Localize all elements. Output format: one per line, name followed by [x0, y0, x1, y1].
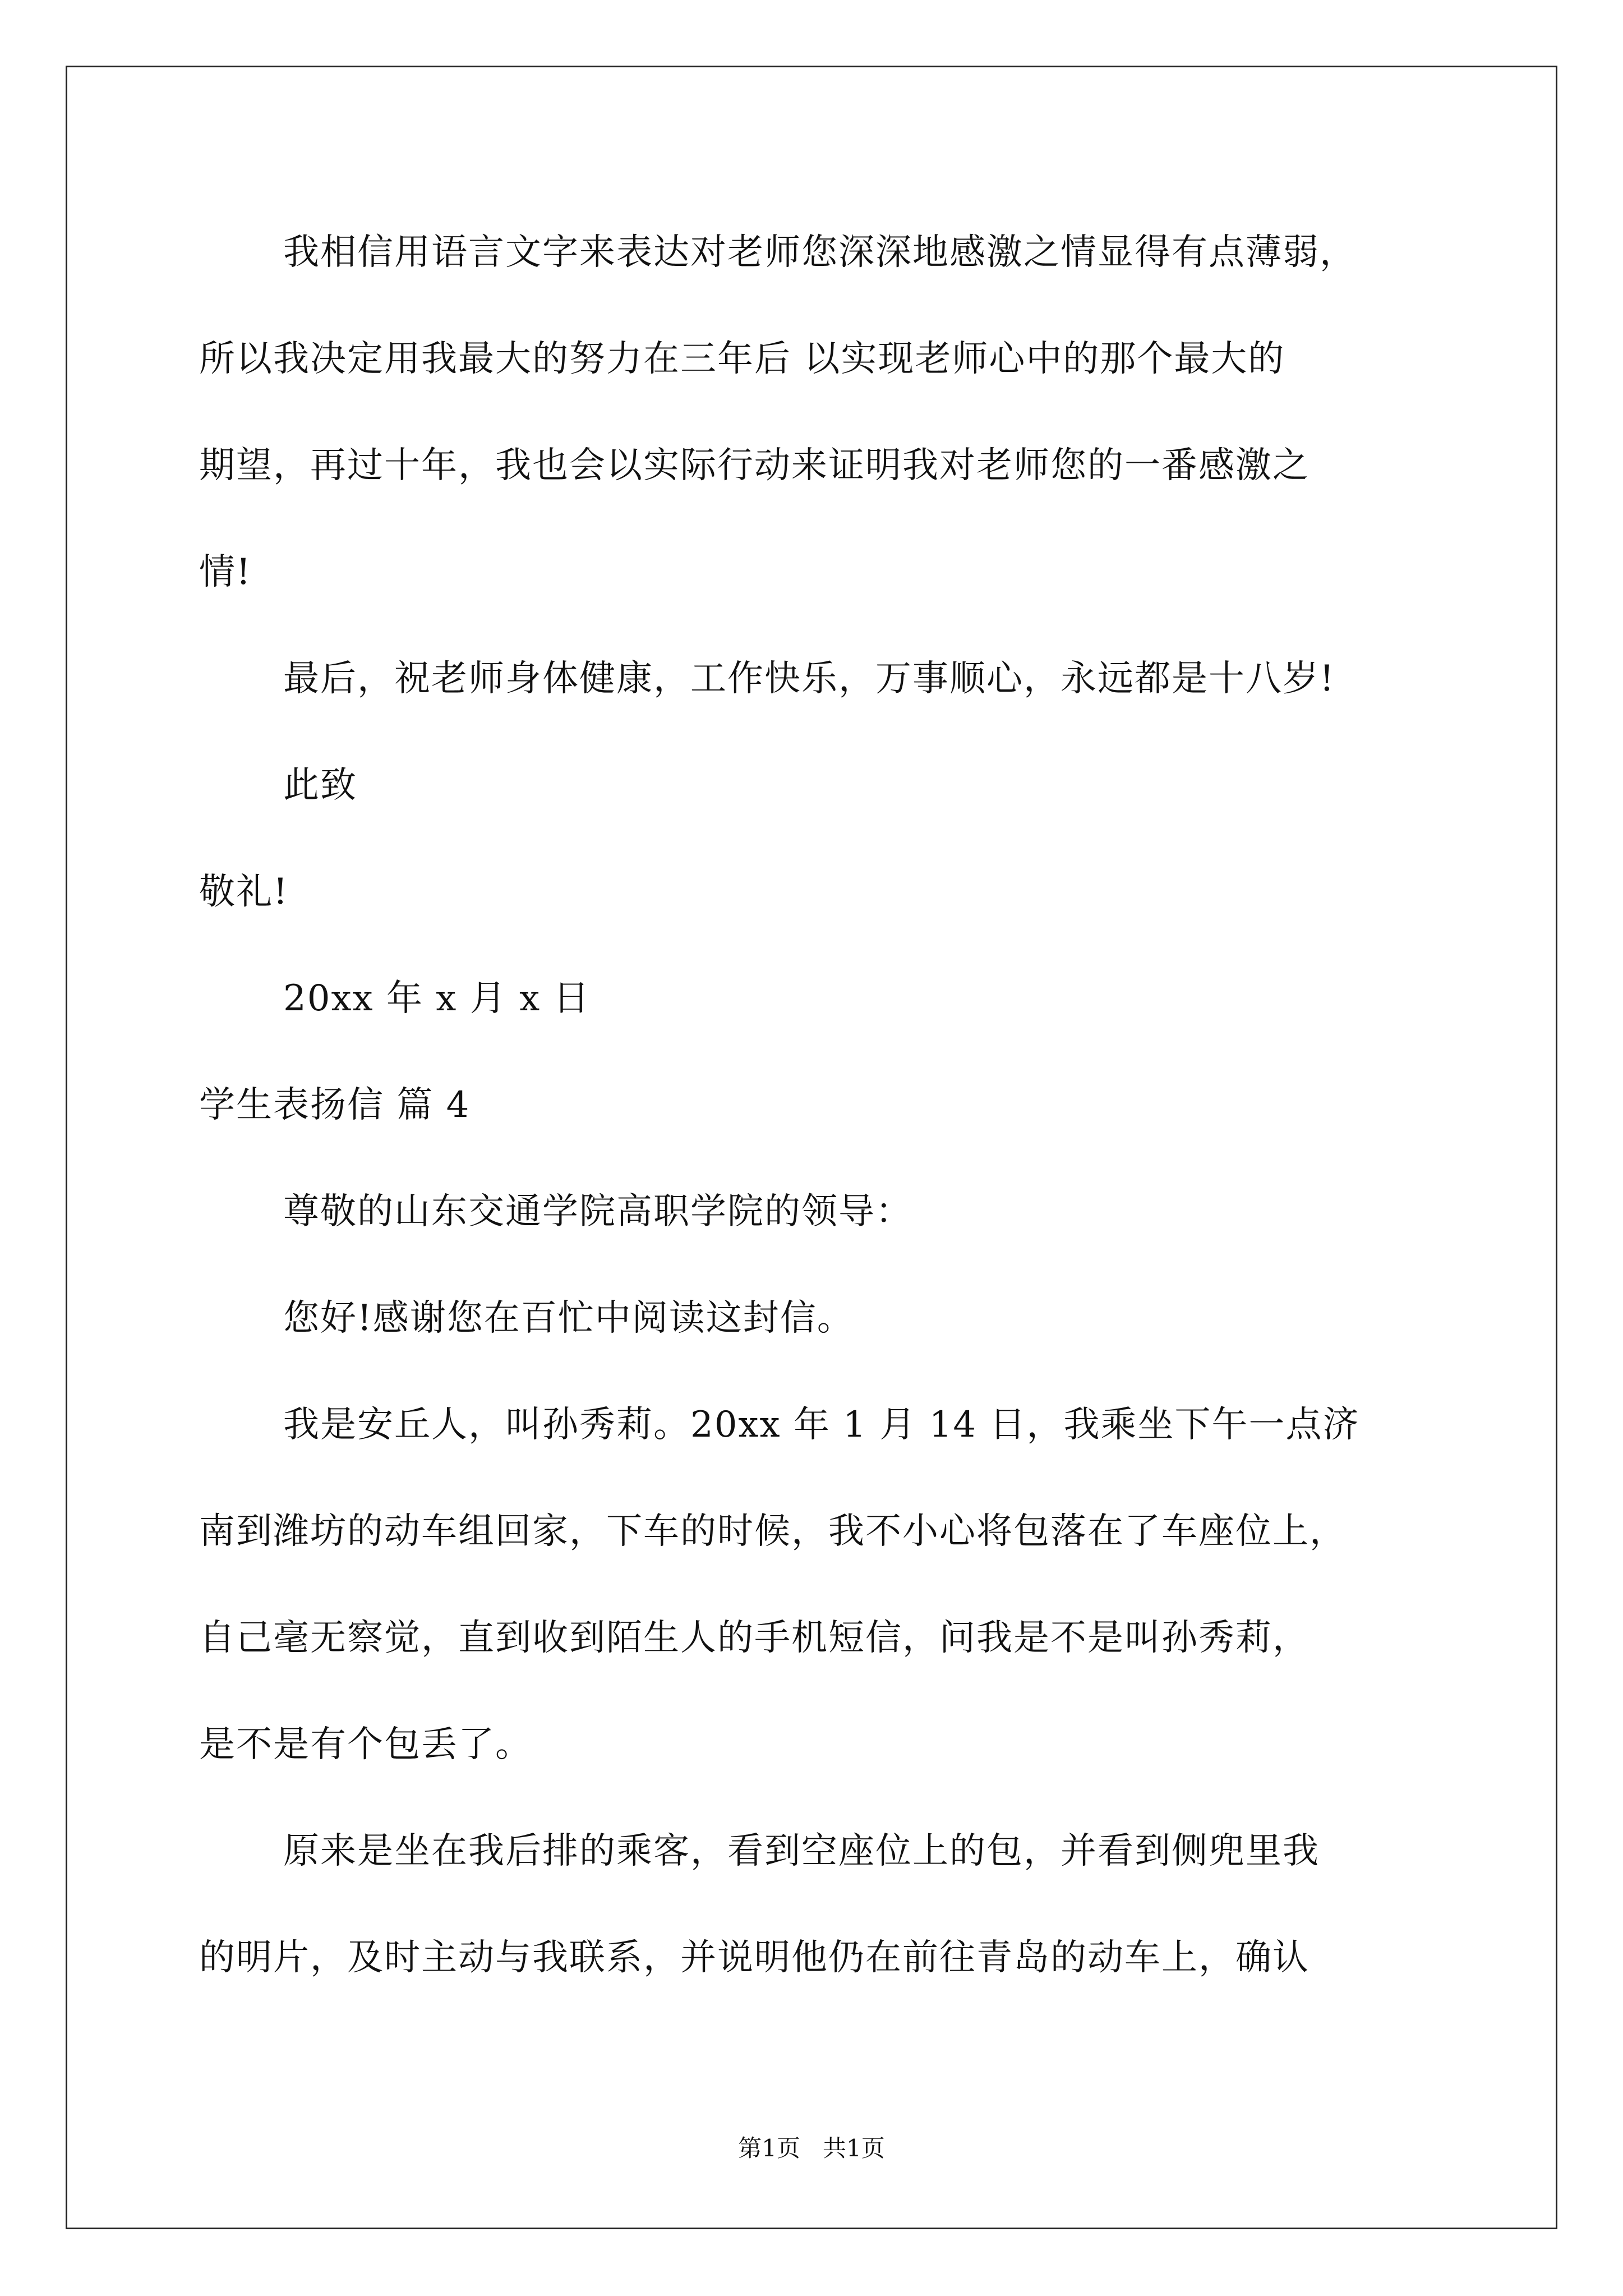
paragraph-line: 所以我决定用我最大的努力在三年后 以实现老师心中的那个最大的 [199, 338, 1285, 380]
paragraph-line: 最后，祝老师身体健康，工作快乐，万事顺心，永远都是十八岁! [283, 658, 1335, 700]
paragraph-line: 南到潍坊的动车组回家，下车的时候，我不小心将包落在了车座位上， [199, 1511, 1347, 1552]
closing-line: 此致 [283, 765, 357, 806]
page-border [66, 66, 1557, 2229]
paragraph-line: 我相信用语言文字来表达对老师您深深地感激之情显得有点薄弱， [283, 232, 1357, 273]
paragraph-line: 自己毫无察觉，直到收到陌生人的手机短信，问我是不是叫孙秀莉， [199, 1617, 1310, 1659]
paragraph-line: 期望，再过十年，我也会以实际行动来证明我对老师您的一番感激之 [199, 445, 1310, 486]
paragraph-line: 是不是有个包丢了。 [199, 1724, 532, 1765]
paragraph-line: 的明片，及时主动与我联系，并说明他仍在前往青岛的动车上，确认 [199, 1937, 1310, 1978]
paragraph-line: 我是安丘人，叫孙秀莉。20xx 年 1 月 14 日，我乘坐下午一点济 [283, 1404, 1360, 1446]
paragraph-line: 原来是坐在我后排的乘客，看到空座位上的包，并看到侧兜里我 [283, 1830, 1320, 1872]
salutation: 敬礼! [199, 871, 289, 913]
paragraph-line: 情! [199, 551, 252, 593]
paragraph-line: 您好!感谢您在百忙中阅读这封信。 [283, 1297, 854, 1339]
greeting: 尊敬的山东交通学院高职学院的领导： [283, 1191, 912, 1232]
date-line: 20xx 年 x 月 x 日 [283, 978, 591, 1019]
section-heading: 学生表扬信 篇 4 [199, 1084, 471, 1126]
page-footer: 第1页 共1页 [738, 2134, 885, 2162]
